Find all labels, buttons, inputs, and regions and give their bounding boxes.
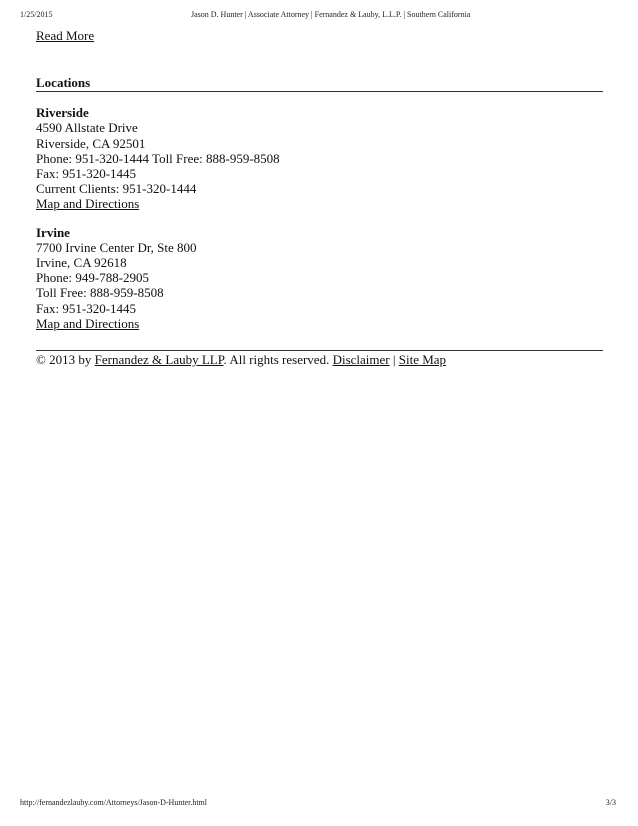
- print-page-title: Jason D. Hunter | Associate Attorney | Fernandez & Lauby, L.L.P. | Southern California: [191, 10, 471, 19]
- location-name: Riverside: [36, 105, 89, 121]
- location-riverside: [36, 105, 603, 211]
- toll-free-line: Toll Free: 888-959-8508: [36, 285, 164, 301]
- map-directions-link-irvine[interactable]: Map and Directions: [36, 315, 140, 331]
- print-url: http://fernandezlauby.com/Attorneys/Jason-D-Hunter.html: [20, 798, 207, 807]
- print-header: [0, 9, 638, 21]
- page-number: 3/3: [605, 798, 616, 807]
- address-street: 7700 Irvine Center Dr, Ste 800: [36, 239, 197, 255]
- site-map-link[interactable]: Site Map: [398, 352, 447, 368]
- address-city: Irvine, CA 92618: [36, 255, 127, 271]
- page-content: [36, 28, 603, 367]
- locations-heading: Locations: [36, 75, 603, 92]
- phone-line: Phone: 949-788-2905: [36, 270, 150, 286]
- location-name: Irvine: [36, 224, 70, 240]
- address-street: 4590 Allstate Drive: [36, 120, 138, 136]
- rights-text: . All rights reserved.: [223, 352, 333, 368]
- address-city: Riverside, CA 92501: [36, 135, 146, 151]
- map-directions-link-riverside[interactable]: Map and Directions: [36, 196, 140, 212]
- current-clients-line: Current Clients: 951-320-1444: [36, 181, 197, 197]
- copyright-prefix: © 2013 by: [36, 352, 95, 368]
- firm-link[interactable]: Fernandez & Lauby LLP: [94, 352, 224, 368]
- print-date: 1/25/2015: [20, 10, 53, 19]
- link-separator: |: [389, 352, 399, 368]
- read-more-link[interactable]: Read More: [36, 28, 95, 43]
- phone-line: Phone: 951-320-1444 Toll Free: 888-959-8508: [36, 150, 280, 166]
- location-irvine: [36, 225, 603, 331]
- fax-line: Fax: 951-320-1445: [36, 166, 137, 182]
- fax-line: Fax: 951-320-1445: [36, 300, 137, 316]
- copyright-line: [36, 352, 603, 367]
- footer-divider: [36, 350, 603, 351]
- disclaimer-link[interactable]: Disclaimer: [332, 352, 390, 368]
- print-footer: [0, 797, 638, 809]
